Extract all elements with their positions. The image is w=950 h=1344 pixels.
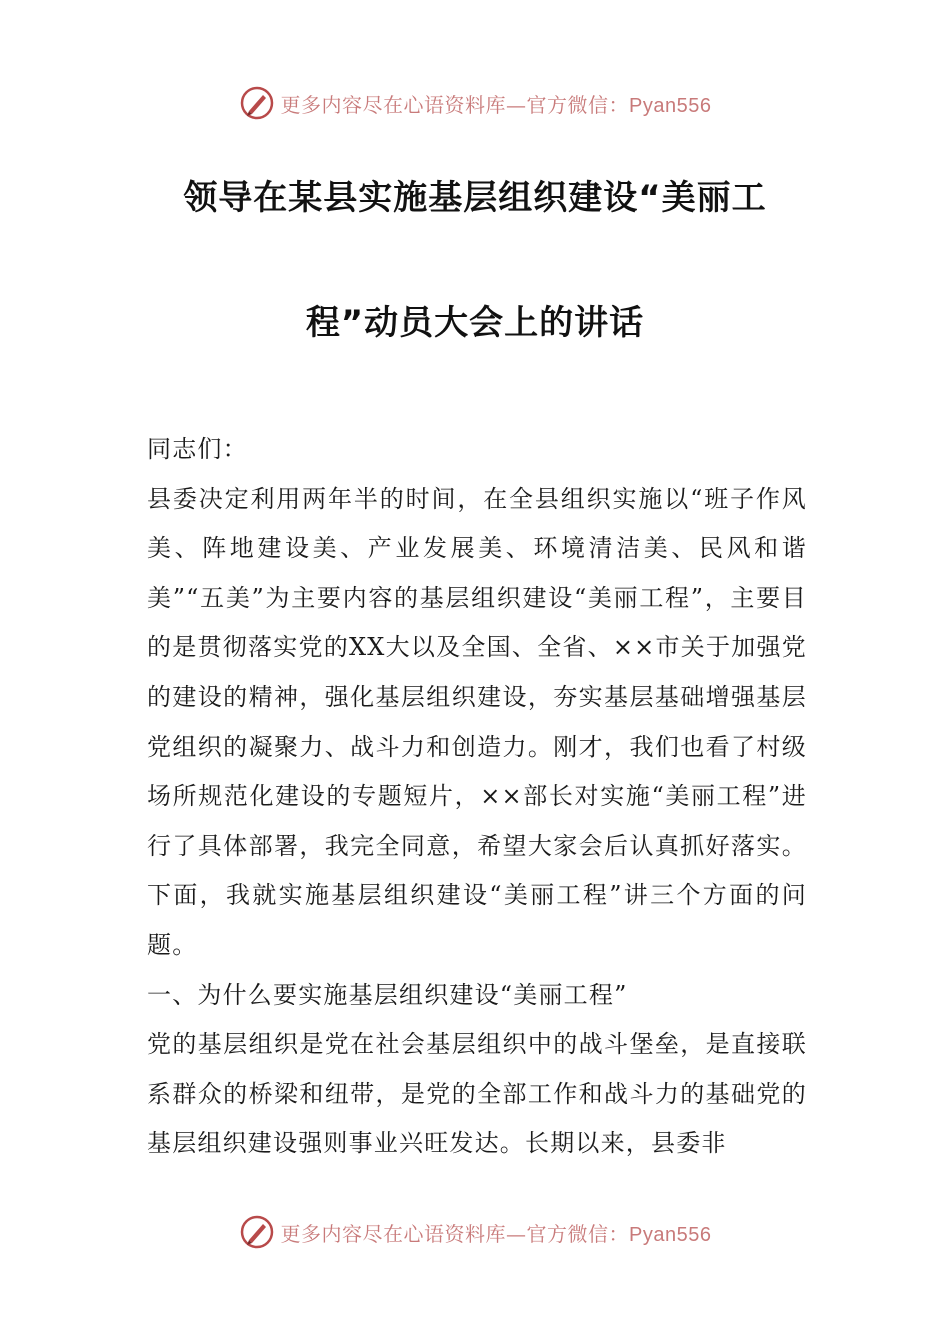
document-title-line-1: 领导在某县实施基层组织建设“美丽工 — [183, 178, 767, 218]
paragraph-section-1: 党的基层组织是党在社会基层组织中的战斗堡垒，是直接联系群众的桥梁和纽带，是党的全部工作和战斗力的基础党的基层组织建设强则事业兴旺发达。长期以来，县委非 — [147, 1030, 807, 1158]
watermark-text: 更多内容尽在心语资料库—官方微信：Pyan556 — [280, 1221, 712, 1246]
document-body — [147, 425, 807, 1169]
watermark-header — [0, 83, 950, 123]
pen-logo-icon — [239, 85, 275, 121]
salutation: 同志们： — [147, 435, 248, 463]
watermark-wechat-id: Pyan556 — [629, 94, 712, 117]
document-title-line-2: 程”动员大会上的讲话 — [305, 303, 645, 343]
paragraph-intro: 县委决定利用两年半的时间，在全县组织实施以“班子作风美、阵地建设美、产业发展美、环境清洁美、民风和谐美”“五美”为主要内容的基层组织建设“美丽工程”，主要目的是贯彻落实党的XX大以及全国、全省、××市关于加强党的建设的精神，强化基层组织建设，夯实基层基础增强基层党组织的凝聚力、战斗力和创造力。刚才，我们也看了村级场所规范化建设的专题短片，××部长对实施“美丽工程”进行了具体部署，我完全同意，希望大家会后认真抓好落实。下面，我就实施基层组织建设“美丽工程”讲三个方面的问题。 — [147, 484, 807, 959]
pen-logo-icon — [239, 1214, 275, 1250]
watermark-footer — [0, 1212, 950, 1252]
section-heading-1: 一、为什么要实施基层组织建设“美丽工程” — [147, 980, 628, 1009]
watermark-wechat-id: Pyan556 — [629, 1223, 712, 1246]
watermark-text: 更多内容尽在心语资料库—官方微信：Pyan556 — [280, 92, 712, 117]
